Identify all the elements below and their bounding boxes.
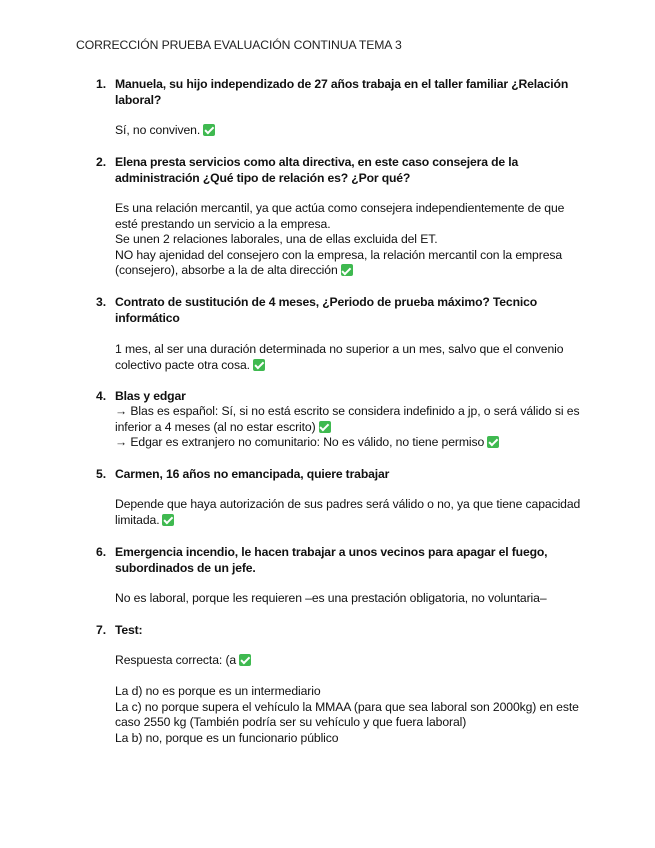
- answer-text: NO hay ajenidad del consejero con la empresa, la relación mercantil con la empresa: [115, 247, 563, 262]
- question-5: [96, 466, 576, 482]
- check-mark-icon: [341, 264, 353, 276]
- question-3: [96, 294, 576, 326]
- question-text: subordinados de un jefe.: [115, 561, 256, 575]
- question-number: 5.: [96, 467, 107, 481]
- question-text: Test:: [115, 623, 143, 637]
- check-mark-icon: [239, 654, 251, 666]
- answer-text: Respuesta correcta: (a: [115, 653, 237, 667]
- question-text: Manuela, su hijo independizado de 27 años trabaja en el taller familiar ¿Relación: [115, 77, 569, 91]
- answer-2: [115, 201, 585, 279]
- document-title: CORRECCIÓN PRUEBA EVALUACIÓN CONTINUA TEMA 3: [76, 38, 402, 52]
- question-1: [96, 76, 576, 108]
- answer-7: [115, 653, 585, 669]
- question-number: 2.: [96, 155, 107, 169]
- question-text: Contrato de sustitución de 4 meses, ¿Periodo de prueba máximo? Tecnico: [115, 295, 538, 309]
- note-text: La c) no porque supera el vehículo la MMAA (para que sea laboral son 2000kg) en este: [115, 699, 579, 714]
- question-text: Emergencia incendio, le hacen trabajar a unos vecinos para apagar el fuego,: [115, 545, 548, 559]
- question-number: 4.: [96, 389, 107, 403]
- question-text: Elena presta servicios como alta directiva, en este caso consejera de la: [115, 155, 519, 169]
- check-mark-icon: [487, 436, 499, 448]
- answer-text: Depende que haya autorización de sus padres será válido o no, ya que tiene capacidad: [115, 497, 581, 511]
- question-number: 3.: [96, 295, 107, 309]
- answer-text: Se unen 2 relaciones laborales, una de ellas excluida del ET.: [115, 232, 438, 247]
- answer-text: colectivo pacte otra cosa.: [115, 357, 250, 372]
- answer-text: (consejero), absorbe a la de alta dirección: [115, 263, 338, 278]
- question-text: administración ¿Qué tipo de relación es? ¿Por qué?: [115, 171, 411, 185]
- answer-1: [115, 123, 585, 139]
- answer-5: [115, 497, 585, 528]
- answer-text: → Edgar es extranjero no comunitario: No es válido, no tiene permiso: [115, 435, 485, 450]
- note-text: La d) no es porque es un intermediario: [115, 684, 321, 698]
- check-mark-icon: [253, 359, 265, 371]
- question-text: informático: [115, 311, 180, 325]
- answer-7-notes: [115, 684, 585, 746]
- question-text: laboral?: [115, 93, 162, 107]
- question-7: [96, 622, 576, 638]
- check-mark-icon: [162, 514, 174, 526]
- answer-text: → Blas es español: Sí, si no está escrito se considera indefinido a jp, o será válido si es: [115, 404, 580, 418]
- answer-text: inferior a 4 meses (al no estar escrito): [115, 419, 316, 434]
- question-6: [96, 544, 576, 576]
- answer-text: limitada.: [115, 512, 160, 527]
- answer-text: esté prestando un servicio a la empresa.: [115, 216, 331, 231]
- question-2: [96, 154, 576, 186]
- question-text: Blas y edgar: [115, 389, 186, 403]
- answer-6: [115, 591, 585, 607]
- question-4: [96, 388, 576, 404]
- answer-4: [115, 404, 585, 451]
- question-number: 6.: [96, 545, 107, 559]
- answer-text: 1 mes, al ser una duración determinada no superior a un mes, salvo que el convenio: [115, 342, 564, 356]
- answer-text: Es una relación mercantil, ya que actúa como consejera independientemente de que: [115, 201, 565, 215]
- answer-text: Sí, no conviven.: [115, 123, 201, 137]
- answer-3: [115, 342, 585, 373]
- answer-text: No es laboral, porque les requieren –es una prestación obligatoria, no voluntaria–: [115, 591, 547, 605]
- check-mark-icon: [203, 124, 215, 136]
- question-number: 7.: [96, 623, 107, 637]
- question-text: Carmen, 16 años no emancipada, quiere trabajar: [115, 467, 390, 481]
- note-text: La b) no, porque es un funcionario público: [115, 730, 339, 745]
- check-mark-icon: [319, 421, 331, 433]
- question-number: 1.: [96, 77, 107, 91]
- note-text: caso 2550 kg (También podría ser su vehículo y que fuera laboral): [115, 715, 467, 730]
